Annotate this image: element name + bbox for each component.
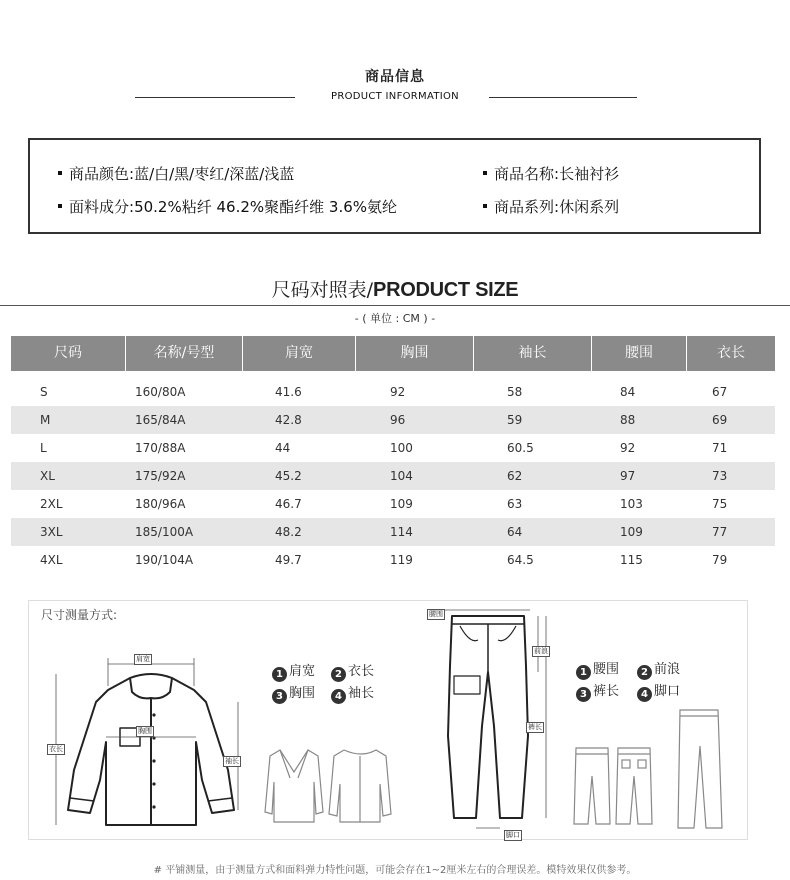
size-table-cell: 165/84A (135, 413, 186, 427)
tag-shoulder: 肩宽 (136, 655, 150, 663)
size-table-header-cell: 肩宽 (243, 336, 355, 371)
divider-right (489, 97, 637, 98)
size-table-cell: 109 (390, 497, 413, 511)
size-table-cell: 41.6 (275, 385, 302, 399)
pants-legend-2 (637, 658, 680, 680)
size-table-cell: 160/80A (135, 385, 186, 399)
shirt-legend-4 (331, 682, 374, 704)
number-badge: 4 (637, 687, 652, 702)
size-table-cell: 60.5 (507, 441, 534, 455)
legend-label: 脚口 (654, 684, 681, 699)
legend-label: 肩宽 (289, 664, 316, 679)
size-table-header-cell: 尺码 (11, 336, 125, 371)
size-table-cell: 103 (620, 497, 643, 511)
size-table-row (11, 490, 775, 518)
bullet-icon (483, 204, 487, 208)
size-table-cell: 185/100A (135, 525, 194, 539)
size-table-cell: 84 (620, 385, 636, 399)
legend-label: 袖长 (348, 686, 375, 701)
size-table-cell: 64.5 (507, 553, 534, 567)
size-table-row (11, 546, 775, 574)
shirt-legend-3 (272, 682, 315, 704)
size-table-cell: 69 (712, 413, 728, 427)
bullet-icon (58, 204, 62, 208)
size-table-cell: L (40, 441, 47, 455)
size-table-cell: 58 (507, 385, 523, 399)
size-table-cell: 2XL (40, 497, 63, 511)
size-table-cell: 63 (507, 497, 523, 511)
shirt-legend-1 (272, 660, 315, 682)
jacket-sketch-icon (262, 742, 392, 826)
size-table-cell: 45.2 (275, 469, 302, 483)
pants-legend-4 (637, 680, 680, 702)
size-table-cell: 92 (390, 385, 406, 399)
shirt-legend-2 (331, 660, 374, 682)
size-table-cell: 42.8 (275, 413, 302, 427)
size-table-row (11, 434, 775, 462)
size-table-cell: 97 (620, 469, 636, 483)
size-table-cell: 100 (390, 441, 413, 455)
pants-legend-3 (576, 680, 619, 702)
size-table-cell: 64 (507, 525, 523, 539)
tag-sleeve: 袖长 (225, 757, 239, 765)
size-table-header (11, 336, 775, 371)
size-table-cell: 44 (275, 441, 291, 455)
size-table-row (11, 406, 775, 434)
size-table-cell: 180/96A (135, 497, 186, 511)
size-table-cell: 49.7 (275, 553, 302, 567)
product-info-box (28, 138, 761, 234)
size-table-row (11, 378, 775, 406)
number-badge: 4 (331, 689, 346, 704)
pants-sketch-icon (570, 706, 730, 832)
tag-rise: 前浪 (534, 647, 548, 655)
size-table-cell: 46.7 (275, 497, 302, 511)
size-table-cell: 170/88A (135, 441, 186, 455)
size-table-cell: XL (40, 469, 55, 483)
size-table-cell: 73 (712, 469, 728, 483)
size-table-cell: 59 (507, 413, 523, 427)
size-table-cell: 77 (712, 525, 728, 539)
section-title: 商品信息 (365, 69, 425, 85)
tag-length: 衣长 (49, 745, 63, 753)
legend-label: 衣长 (348, 664, 375, 679)
size-table-cell: M (40, 413, 51, 427)
size-table-header-cell: 名称/号型 (126, 336, 242, 371)
size-table-cell: 114 (390, 525, 413, 539)
footnote: # 平铺测量，由于测量方式和面料弹力特性问题，可能会存在1~2厘米左右的合理误差。模特效果仅供参考。 (153, 865, 637, 876)
size-table-cell: 4XL (40, 553, 63, 567)
size-table-cell: 62 (507, 469, 523, 483)
size-table-header-cell: 胸围 (356, 336, 473, 371)
section-subtitle: PRODUCT INFORMATION (331, 91, 459, 102)
size-table-cell: 104 (390, 469, 413, 483)
size-table-cell: 190/104A (135, 553, 194, 567)
tag-inseam: 裤长 (528, 723, 542, 731)
tag-waist: 腰围 (429, 610, 443, 618)
size-table-cell: 119 (390, 553, 413, 567)
info-fabric-value: 50.2%粘纤 46.2%聚酯纤维 3.6%氨纶 (134, 198, 398, 216)
legend-label: 裤长 (593, 684, 620, 699)
info-series-label: 商品系列: (494, 198, 560, 216)
number-badge: 3 (272, 689, 287, 704)
info-fabric-label: 面料成分: (69, 198, 135, 216)
size-table-header-cell: 腰围 (592, 336, 686, 371)
size-table-row (11, 518, 775, 546)
size-table-cell: 71 (712, 441, 728, 455)
info-name-value: 长袖衬衫 (559, 165, 620, 183)
bullet-icon (483, 171, 487, 175)
info-name-label: 商品名称: (494, 165, 560, 183)
size-table-cell: 67 (712, 385, 728, 399)
size-chart-title-en: PRODUCT SIZE (373, 279, 519, 301)
size-table-cell: 115 (620, 553, 643, 567)
size-table-cell: 175/92A (135, 469, 186, 483)
size-table-cell: 96 (390, 413, 406, 427)
info-color-value: 蓝/白/黑/枣红/深蓝/浅蓝 (134, 165, 295, 183)
legend-label: 胸围 (289, 686, 316, 701)
size-table-cell: 92 (620, 441, 636, 455)
pants-legend-1 (576, 658, 619, 680)
size-chart-divider (0, 305, 790, 306)
size-table-row (11, 462, 775, 490)
tag-chest: 胸围 (138, 727, 152, 735)
number-badge: 2 (637, 665, 652, 680)
unit-note: - ( 单位 : CM ) - (354, 312, 436, 325)
size-table-header-cell: 袖长 (474, 336, 591, 371)
size-table-cell: 109 (620, 525, 643, 539)
size-chart-title-cn: 尺码对照表/ (271, 279, 374, 301)
info-name (483, 163, 619, 184)
number-badge: 3 (576, 687, 591, 702)
size-table-header-cell: 衣长 (687, 336, 775, 371)
size-table-cell: 75 (712, 497, 728, 511)
legend-label: 腰围 (593, 662, 620, 677)
size-table-cell: S (40, 385, 48, 399)
info-color-label: 商品颜色: (69, 165, 135, 183)
legend-label: 前浪 (654, 662, 681, 677)
bullet-icon (58, 171, 62, 175)
info-series-value: 休闲系列 (559, 198, 620, 216)
info-color (58, 163, 294, 184)
size-table-cell: 3XL (40, 525, 63, 539)
info-series (483, 196, 619, 217)
number-badge: 2 (331, 667, 346, 682)
number-badge: 1 (576, 665, 591, 680)
size-table-cell: 88 (620, 413, 636, 427)
info-fabric (58, 196, 397, 217)
number-badge: 1 (272, 667, 287, 682)
size-table-cell: 79 (712, 553, 728, 567)
measurement-title: 尺寸测量方式: (41, 608, 118, 622)
tag-hem: 脚口 (506, 831, 520, 839)
size-table-cell: 48.2 (275, 525, 302, 539)
size-chart-title (0, 275, 790, 302)
